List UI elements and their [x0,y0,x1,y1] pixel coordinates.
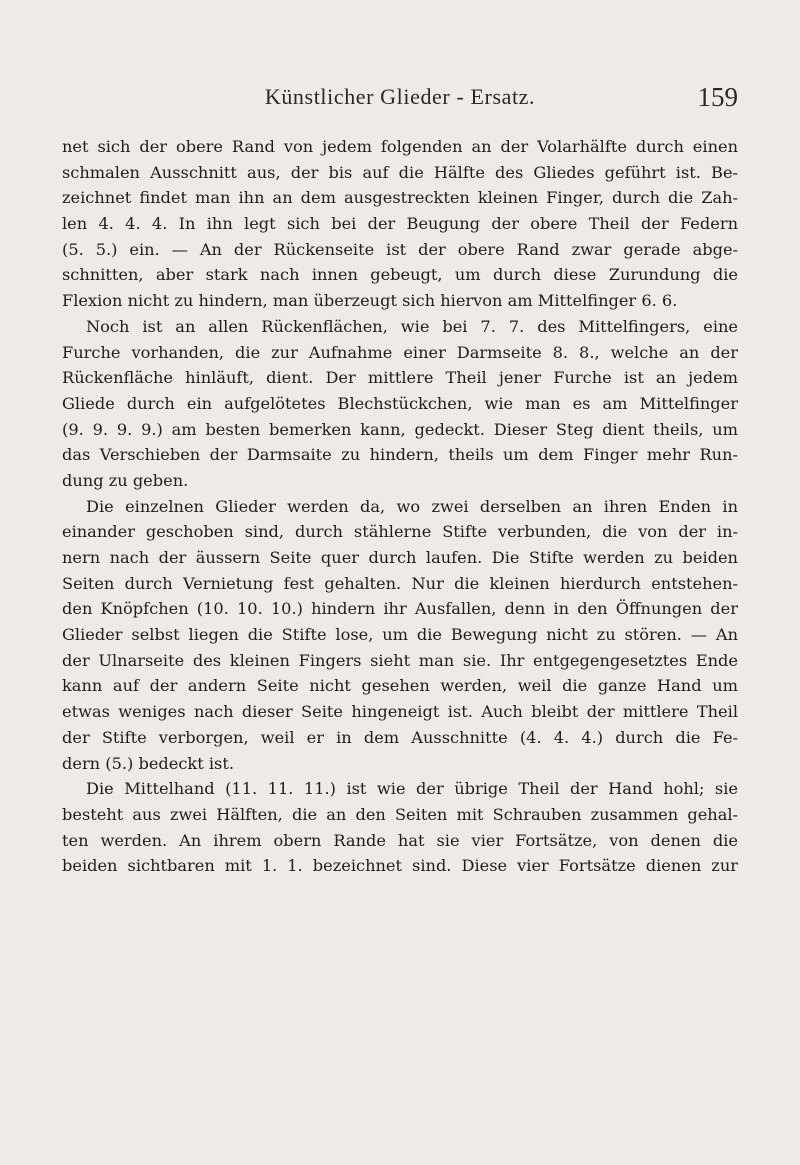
text-line: schnitten, aber stark nach innen gebeugt, um durch diese Zurundung die [62,265,738,285]
text-line: einander geschoben sind, durch stählerne Stifte verbunden, die von der in- [62,522,738,542]
body-text [62,134,738,879]
text-line: Seiten durch Vernietung fest gehalten. Nur die kleinen hierdurch entstehen- [62,573,738,593]
paragraph-2 [62,314,738,494]
text-line: schmalen Ausschnitt aus, der bis auf die Hälfte des Gliedes geführt ist. Be- [62,162,738,182]
text-line: dung zu geben. [62,470,189,490]
paragraph-3 [62,494,738,777]
paragraph-4 [62,776,738,879]
text-line: Die Mittelhand (11. 11. 11.) ist wie der übrige Theil der Hand hohl; sie [86,779,738,799]
text-line: zeichnet findet man ihn an dem ausgestreckten kleinen Finger, durch die Zah- [62,188,738,208]
text-line: Noch ist an allen Rückenflächen, wie bei 7. 7. des Mittelfingers, eine [86,316,738,336]
text-line: kann auf der andern Seite nicht gesehen werden, weil die ganze Hand um [62,676,738,696]
text-line: den Knöpfchen (10. 10. 10.) hindern ihr Ausfallen, denn in den Öffnungen der [62,599,738,619]
text-line: (9. 9. 9. 9.) am besten bemerken kann, gedeckt. Dieser Steg dient theils, um [62,419,738,439]
text-line: Furche vorhanden, die zur Aufnahme einer Darmseite 8. 8., welche an der [62,342,738,362]
text-line: dern (5.) bedeckt ist. [62,753,235,773]
text-line: (5. 5.) ein. — An der Rückenseite ist der obere Rand zwar gerade abge- [62,239,738,259]
text-line: ten werden. An ihrem obern Rande hat sie vier Fortsätze, von denen die [62,830,738,850]
text-line: das Verschieben der Darmsaite zu hindern, theils um dem Finger mehr Run- [62,445,738,465]
text-line: len 4. 4. 4. In ihn legt sich bei der Beugung der obere Theil der Federn [62,214,738,234]
text-line: Glieder selbst liegen die Stifte lose, um die Bewegung nicht zu stören. — An [62,625,738,645]
page-number: 159 [697,82,738,112]
text-line: etwas weniges nach dieser Seite hingeneigt ist. Auch bleibt der mittlere Theil [62,702,738,722]
text-line: besteht aus zwei Hälften, die an den Seiten mit Schrauben zusammen gehal- [62,804,738,824]
text-line: nern nach der äussern Seite quer durch laufen. Die Stifte werden zu beiden [62,548,738,567]
text-line: beiden sichtbaren mit 1. 1. bezeichnet sind. Diese vier Fortsätze dienen zur [62,856,738,876]
text-line: Gliede durch ein aufgelötetes Blechstückchen, wie man es am Mittelfinger [62,393,738,413]
text-line: net sich der obere Rand von jedem folgenden an der Volarhälfte durch einen [62,137,738,156]
text-line: der Stifte verborgen, weil er in dem Ausschnitte (4. 4. 4.) durch die Fe- [62,727,738,747]
running-header-title: Künstlicher Glieder - Ersatz. [264,84,536,109]
paragraph-1 [62,134,738,314]
text-line: Rückenfläche hinläuft, dient. Der mittlere Theil jener Furche ist an jedem [62,368,738,388]
text-line: der Ulnarseite des kleinen Fingers sieht man sie. Ihr entgegengesetztes Ende [62,650,738,670]
text-line: Die einzelnen Glieder werden da, wo zwei derselben an ihren Enden in [86,496,738,516]
text-line: Flexion nicht zu hindern, man überzeugt sich hiervon am Mittelfinger 6. 6. [62,291,678,311]
running-header [62,84,738,124]
